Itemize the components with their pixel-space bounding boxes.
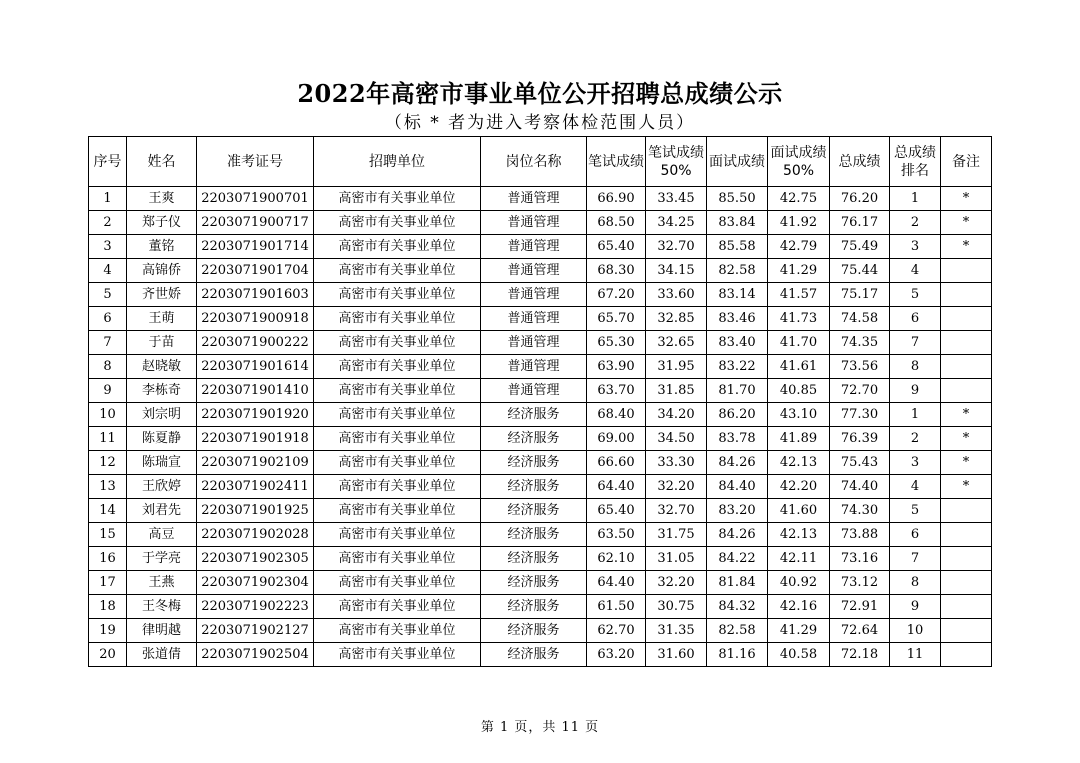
table-cell: 41.70 [768, 331, 830, 355]
table-cell: 72.91 [830, 595, 890, 619]
table-cell: 84.26 [707, 451, 768, 475]
table-cell: 2203071901918 [197, 427, 314, 451]
table-cell: 2203071901614 [197, 355, 314, 379]
table-row [89, 523, 992, 547]
table-cell: 65.40 [587, 235, 646, 259]
table-cell: 王萌 [127, 307, 197, 331]
table-cell: 刘君先 [127, 499, 197, 523]
table-cell: 41.89 [768, 427, 830, 451]
table-cell: 10 [89, 403, 127, 427]
table-cell: 41.57 [768, 283, 830, 307]
table-cell: 高密市有关事业单位 [314, 259, 481, 283]
table-cell: 83.20 [707, 499, 768, 523]
table-cell: 41.29 [768, 259, 830, 283]
table-cell: 32.70 [646, 235, 707, 259]
table-cell [941, 283, 992, 307]
table-cell: 王冬梅 [127, 595, 197, 619]
table-cell: 33.45 [646, 187, 707, 211]
table-cell [941, 547, 992, 571]
table-cell: 19 [89, 619, 127, 643]
table-cell: 高密市有关事业单位 [314, 619, 481, 643]
table-row [89, 355, 992, 379]
table-cell: * [941, 475, 992, 499]
column-header: 面试成绩 [707, 137, 768, 187]
table-cell: 74.35 [830, 331, 890, 355]
table-cell: 经济服务 [481, 595, 587, 619]
table-cell: 高密市有关事业单位 [314, 595, 481, 619]
table-cell: 1 [890, 187, 941, 211]
table-cell: 9 [890, 379, 941, 403]
table-cell: 8 [890, 355, 941, 379]
table-cell: 34.20 [646, 403, 707, 427]
table-cell: 陈瑞宣 [127, 451, 197, 475]
table-cell: 64.40 [587, 571, 646, 595]
column-header: 总成绩排名 [890, 137, 941, 187]
table-row [89, 379, 992, 403]
table-cell: 63.50 [587, 523, 646, 547]
table-cell: * [941, 235, 992, 259]
table-cell: 42.11 [768, 547, 830, 571]
table-cell: 11 [890, 643, 941, 667]
table-cell: 普通管理 [481, 379, 587, 403]
table-cell: 74.30 [830, 499, 890, 523]
table-row [89, 235, 992, 259]
column-header: 笔试成绩 [587, 137, 646, 187]
table-cell: 8 [89, 355, 127, 379]
table-cell: 经济服务 [481, 571, 587, 595]
table-cell: 73.16 [830, 547, 890, 571]
table-cell: 85.50 [707, 187, 768, 211]
table-cell: 2203071900918 [197, 307, 314, 331]
table-cell: 75.44 [830, 259, 890, 283]
table-cell: 31.05 [646, 547, 707, 571]
table-cell: 经济服务 [481, 403, 587, 427]
table-cell: 2203071902411 [197, 475, 314, 499]
table-cell: 83.40 [707, 331, 768, 355]
table-cell: 68.30 [587, 259, 646, 283]
table-cell: 34.25 [646, 211, 707, 235]
table-cell: 高密市有关事业单位 [314, 499, 481, 523]
table-row [89, 307, 992, 331]
table-cell [941, 643, 992, 667]
table-cell: 16 [89, 547, 127, 571]
table-cell: 42.16 [768, 595, 830, 619]
table-row [89, 475, 992, 499]
table-cell: 2203071902304 [197, 571, 314, 595]
table-cell: 于学亮 [127, 547, 197, 571]
table-cell: 经济服务 [481, 499, 587, 523]
table-cell: 31.85 [646, 379, 707, 403]
table-cell: 经济服务 [481, 451, 587, 475]
table-cell: 67.20 [587, 283, 646, 307]
table-cell: 40.85 [768, 379, 830, 403]
table-cell: 1 [890, 403, 941, 427]
table-cell: 5 [89, 283, 127, 307]
table-cell: 69.00 [587, 427, 646, 451]
table-cell: 84.22 [707, 547, 768, 571]
table-cell: 73.56 [830, 355, 890, 379]
table-cell: 高密市有关事业单位 [314, 331, 481, 355]
table-cell: 76.17 [830, 211, 890, 235]
table-cell: 30.75 [646, 595, 707, 619]
table-cell [941, 523, 992, 547]
table-cell: 2203071902028 [197, 523, 314, 547]
table-cell: 高锦侨 [127, 259, 197, 283]
table-cell: 84.32 [707, 595, 768, 619]
table-cell: 陈夏静 [127, 427, 197, 451]
column-header: 序号 [89, 137, 127, 187]
table-cell: 64.40 [587, 475, 646, 499]
table-cell: 83.22 [707, 355, 768, 379]
table-cell: 31.35 [646, 619, 707, 643]
table-cell: 普通管理 [481, 235, 587, 259]
table-cell: 刘宗明 [127, 403, 197, 427]
table-cell: 普通管理 [481, 259, 587, 283]
table-cell: 42.13 [768, 523, 830, 547]
table-cell: 高密市有关事业单位 [314, 547, 481, 571]
table-cell: 王欣婷 [127, 475, 197, 499]
table-cell: 42.20 [768, 475, 830, 499]
page-subtitle: （标 * 者为进入考察体检范围人员） [384, 113, 696, 133]
table-cell: 61.50 [587, 595, 646, 619]
table-cell: 9 [89, 379, 127, 403]
table-cell: 赵晓敏 [127, 355, 197, 379]
table-cell: 高密市有关事业单位 [314, 427, 481, 451]
table-cell: 40.92 [768, 571, 830, 595]
table-row [89, 547, 992, 571]
table-cell: 65.30 [587, 331, 646, 355]
table-cell: 85.58 [707, 235, 768, 259]
table-cell: 18 [89, 595, 127, 619]
table-cell: 高密市有关事业单位 [314, 403, 481, 427]
table-row [89, 643, 992, 667]
page-footer: 第 1 页，共 11 页 [480, 720, 600, 735]
table-cell: * [941, 451, 992, 475]
table-cell: 14 [89, 499, 127, 523]
table-cell: 10 [890, 619, 941, 643]
table-cell: 2203071902127 [197, 619, 314, 643]
table-cell: 84.26 [707, 523, 768, 547]
table-cell: 33.30 [646, 451, 707, 475]
table-cell: 董铭 [127, 235, 197, 259]
table-cell: 72.70 [830, 379, 890, 403]
table-cell: 82.58 [707, 619, 768, 643]
table-cell: 32.85 [646, 307, 707, 331]
table-row [89, 331, 992, 355]
table-row [89, 259, 992, 283]
table-cell: 7 [890, 331, 941, 355]
table-cell: 63.70 [587, 379, 646, 403]
table-cell: 12 [89, 451, 127, 475]
table-cell: 31.60 [646, 643, 707, 667]
table-cell: 31.95 [646, 355, 707, 379]
table-cell: 高密市有关事业单位 [314, 523, 481, 547]
table-cell: 经济服务 [481, 547, 587, 571]
table-cell: 75.43 [830, 451, 890, 475]
table-cell: 王燕 [127, 571, 197, 595]
table-cell [941, 259, 992, 283]
table-cell: 63.20 [587, 643, 646, 667]
table-cell: * [941, 211, 992, 235]
table-cell: 高豆 [127, 523, 197, 547]
table-header-row [89, 137, 992, 187]
table-cell: 75.49 [830, 235, 890, 259]
table-cell [941, 595, 992, 619]
table-cell: 普通管理 [481, 187, 587, 211]
table-cell: 66.60 [587, 451, 646, 475]
table-cell: 高密市有关事业单位 [314, 187, 481, 211]
table-cell: 81.70 [707, 379, 768, 403]
table-cell: 2203071902223 [197, 595, 314, 619]
column-header: 备注 [941, 137, 992, 187]
table-cell: 72.18 [830, 643, 890, 667]
table-cell: 高密市有关事业单位 [314, 571, 481, 595]
table-cell [941, 355, 992, 379]
table-cell: 32.20 [646, 571, 707, 595]
table-cell [941, 307, 992, 331]
table-cell: 32.20 [646, 475, 707, 499]
table-cell: 2203071901714 [197, 235, 314, 259]
table-cell: 2203071901925 [197, 499, 314, 523]
table-cell: 2203071902109 [197, 451, 314, 475]
table-cell: 83.46 [707, 307, 768, 331]
table-cell: 4 [89, 259, 127, 283]
table-cell: 42.13 [768, 451, 830, 475]
column-header: 姓名 [127, 137, 197, 187]
table-cell: 41.92 [768, 211, 830, 235]
table-cell: 4 [890, 259, 941, 283]
table-cell: 于苗 [127, 331, 197, 355]
table-cell [941, 619, 992, 643]
table-cell: 2203071901603 [197, 283, 314, 307]
table-cell: 2 [890, 427, 941, 451]
table-cell: 74.58 [830, 307, 890, 331]
table-cell: 33.60 [646, 283, 707, 307]
table-cell: 20 [89, 643, 127, 667]
table-cell: 普通管理 [481, 307, 587, 331]
table-cell: 62.70 [587, 619, 646, 643]
table-cell: 高密市有关事业单位 [314, 211, 481, 235]
table-cell: 76.20 [830, 187, 890, 211]
table-cell: 41.29 [768, 619, 830, 643]
table-cell: 6 [890, 307, 941, 331]
table-cell: 83.84 [707, 211, 768, 235]
table-cell: 84.40 [707, 475, 768, 499]
table-cell: 2203071900717 [197, 211, 314, 235]
table-cell: 68.40 [587, 403, 646, 427]
table-cell: 3 [890, 235, 941, 259]
table-cell: 66.90 [587, 187, 646, 211]
table-cell: 高密市有关事业单位 [314, 235, 481, 259]
table-cell: 2203071901920 [197, 403, 314, 427]
table-cell: 83.14 [707, 283, 768, 307]
table-cell: 2203071902504 [197, 643, 314, 667]
table-cell: 62.10 [587, 547, 646, 571]
column-header: 岗位名称 [481, 137, 587, 187]
table-cell: 41.61 [768, 355, 830, 379]
table-cell: 65.70 [587, 307, 646, 331]
table-cell: 42.75 [768, 187, 830, 211]
table-cell: * [941, 403, 992, 427]
table-cell: 2203071902305 [197, 547, 314, 571]
table-row [89, 499, 992, 523]
table-cell: 齐世娇 [127, 283, 197, 307]
table-cell [941, 379, 992, 403]
table-cell: * [941, 427, 992, 451]
table-cell: 经济服务 [481, 619, 587, 643]
table-cell: 经济服务 [481, 643, 587, 667]
table-cell: 73.88 [830, 523, 890, 547]
table-cell: 41.73 [768, 307, 830, 331]
table-cell: 65.40 [587, 499, 646, 523]
table-cell: 82.58 [707, 259, 768, 283]
table-row [89, 283, 992, 307]
table-cell: 普通管理 [481, 331, 587, 355]
table-row [89, 619, 992, 643]
table-cell: 2 [890, 211, 941, 235]
table-cell: 普通管理 [481, 355, 587, 379]
table-cell: 83.78 [707, 427, 768, 451]
table-cell: 7 [890, 547, 941, 571]
table-cell: 李栋奇 [127, 379, 197, 403]
table-cell: 41.60 [768, 499, 830, 523]
results-table [88, 136, 992, 667]
table-row [89, 427, 992, 451]
table-cell: 72.64 [830, 619, 890, 643]
table-cell: 高密市有关事业单位 [314, 355, 481, 379]
table-cell: 9 [890, 595, 941, 619]
table-cell: 86.20 [707, 403, 768, 427]
table-cell: 75.17 [830, 283, 890, 307]
table-cell: 6 [89, 307, 127, 331]
table-cell: 32.65 [646, 331, 707, 355]
table-cell: 15 [89, 523, 127, 547]
table-cell [941, 571, 992, 595]
table-cell: 普通管理 [481, 283, 587, 307]
table-cell: 32.70 [646, 499, 707, 523]
table-cell [941, 499, 992, 523]
table-cell: 11 [89, 427, 127, 451]
table-cell: 5 [890, 283, 941, 307]
table-cell: 74.40 [830, 475, 890, 499]
table-cell: 8 [890, 571, 941, 595]
table-cell: 高密市有关事业单位 [314, 283, 481, 307]
table-cell: 31.75 [646, 523, 707, 547]
table-cell: 17 [89, 571, 127, 595]
table-cell: 77.30 [830, 403, 890, 427]
table-cell: 76.39 [830, 427, 890, 451]
table-cell: 经济服务 [481, 523, 587, 547]
table-row [89, 403, 992, 427]
table-cell: 13 [89, 475, 127, 499]
table-cell: 6 [890, 523, 941, 547]
table-cell: 张道倩 [127, 643, 197, 667]
table-cell: 高密市有关事业单位 [314, 475, 481, 499]
table-cell [941, 331, 992, 355]
table-cell: 普通管理 [481, 211, 587, 235]
table-cell: 3 [89, 235, 127, 259]
table-row [89, 211, 992, 235]
table-row [89, 571, 992, 595]
table-body [89, 187, 992, 667]
table-cell: 63.90 [587, 355, 646, 379]
table-cell: 73.12 [830, 571, 890, 595]
table-cell: 40.58 [768, 643, 830, 667]
column-header: 招聘单位 [314, 137, 481, 187]
table-cell: 1 [89, 187, 127, 211]
table-cell: 高密市有关事业单位 [314, 379, 481, 403]
table-row [89, 451, 992, 475]
column-header: 笔试成绩50% [646, 137, 707, 187]
table-cell: 经济服务 [481, 475, 587, 499]
table-cell: 5 [890, 499, 941, 523]
table-cell: 律明越 [127, 619, 197, 643]
table-cell: 王爽 [127, 187, 197, 211]
table-cell: 7 [89, 331, 127, 355]
column-header: 准考证号 [197, 137, 314, 187]
table-cell: 2203071901704 [197, 259, 314, 283]
table-cell: 经济服务 [481, 427, 587, 451]
table-cell: 2203071901410 [197, 379, 314, 403]
column-header: 面试成绩50% [768, 137, 830, 187]
table-cell: 34.15 [646, 259, 707, 283]
table-cell: 42.79 [768, 235, 830, 259]
table-cell: 高密市有关事业单位 [314, 307, 481, 331]
table-cell: 81.84 [707, 571, 768, 595]
table-cell: 4 [890, 475, 941, 499]
table-cell: 高密市有关事业单位 [314, 643, 481, 667]
table-row [89, 595, 992, 619]
table-cell: 68.50 [587, 211, 646, 235]
page-title: 2022年高密市事业单位公开招聘总成绩公示 [297, 79, 783, 108]
table-cell: 3 [890, 451, 941, 475]
table-cell: 郑子仪 [127, 211, 197, 235]
table-cell: 34.50 [646, 427, 707, 451]
table-row [89, 187, 992, 211]
column-header: 总成绩 [830, 137, 890, 187]
table-cell: 43.10 [768, 403, 830, 427]
table-cell: 2 [89, 211, 127, 235]
table-cell: 2203071900701 [197, 187, 314, 211]
table-cell: * [941, 187, 992, 211]
table-cell: 2203071900222 [197, 331, 314, 355]
table-cell: 81.16 [707, 643, 768, 667]
table-cell: 高密市有关事业单位 [314, 451, 481, 475]
